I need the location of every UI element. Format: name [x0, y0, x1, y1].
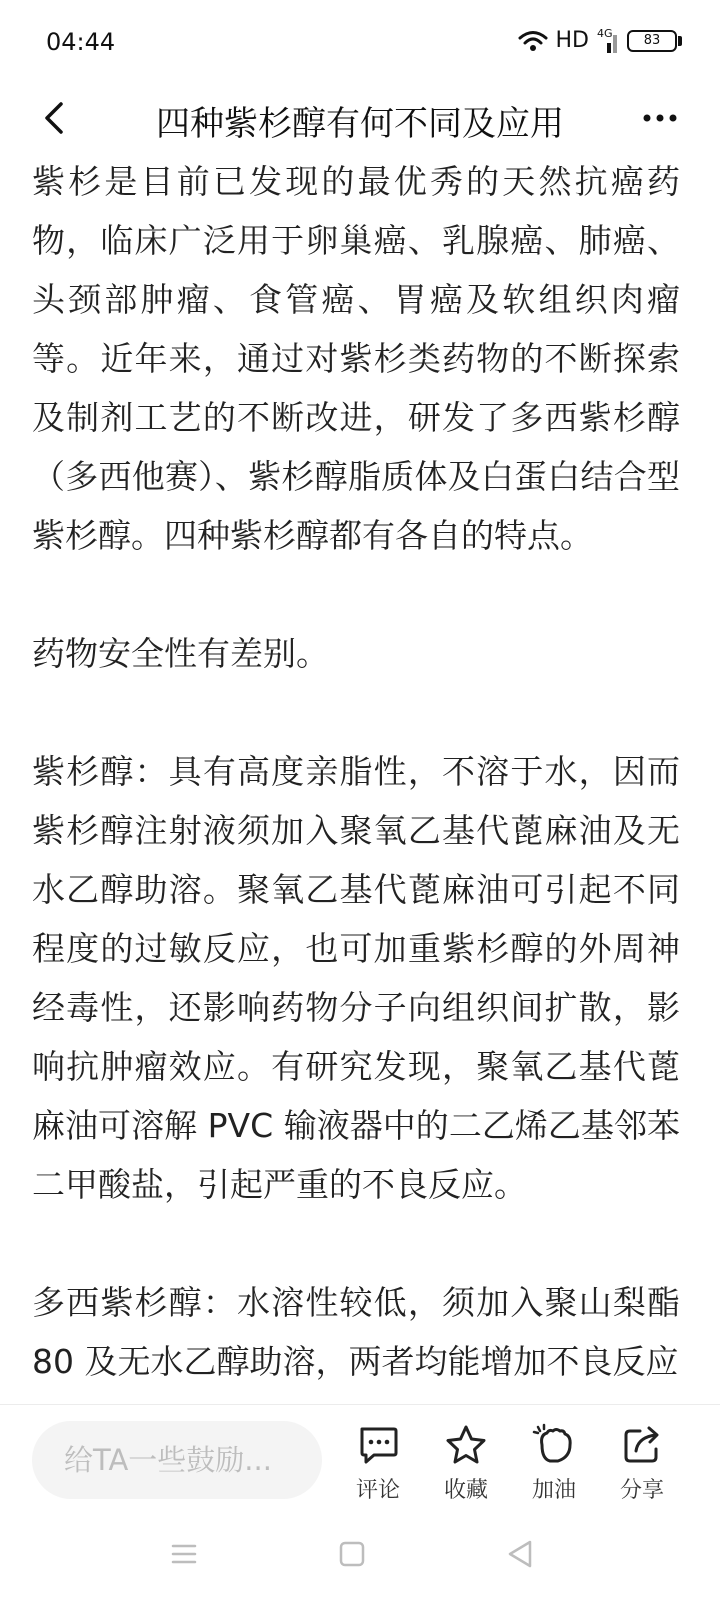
- favorite-label: 收藏: [443, 1478, 488, 1503]
- battery-level: 83: [627, 30, 677, 52]
- share-label: 分享: [619, 1478, 664, 1503]
- status-icons: [518, 28, 682, 53]
- article-paragraph: 药物安全性有差别。: [32, 634, 329, 673]
- network-label: HD: [555, 28, 589, 53]
- share-button[interactable]: [602, 1423, 682, 1504]
- back-nav-button[interactable]: [496, 1530, 544, 1578]
- system-nav-bar: [0, 1508, 720, 1600]
- bottom-action-bar: [0, 1404, 720, 1509]
- chevron-left-icon: [39, 101, 69, 135]
- comment-label: 评论: [355, 1478, 400, 1503]
- battery-icon: [627, 30, 682, 52]
- comment-icon: [356, 1423, 400, 1467]
- signal-icon: [597, 26, 619, 53]
- favorite-button[interactable]: [426, 1423, 506, 1504]
- comment-button[interactable]: [338, 1423, 418, 1504]
- page-title: 四种紫杉醇有何不同及应用: [156, 104, 564, 144]
- status-bar: [0, 0, 720, 88]
- article-paragraph: 紫杉醇：具有高度亲脂性，不溶于水，因而紫杉醇注射液须加入聚氧乙基代蓖麻油及无水乙醇助溶。聚氧乙基代蓖麻油可引起不同程度的过敏反应，也可加重紫杉醇的外周神经毒性，还影响药物分子向组织间扩散，影响抗肿瘤效应。有研究发现，聚氧乙基代蓖麻油可溶解 PVC 输液器中的二乙烯乙基邻苯二甲酸盐，引起严重的不良反应。: [32, 752, 680, 1204]
- back-triangle-icon: [506, 1539, 534, 1569]
- article-paragraph: 多西紫杉醇：水溶性较低，须加入聚山梨酯 80 及无水乙醇助溶，两者均能增加不良反应: [32, 1283, 680, 1381]
- menu-button[interactable]: [160, 1530, 208, 1578]
- status-time: 04:44: [46, 28, 116, 56]
- back-button[interactable]: [28, 92, 80, 144]
- home-icon: [338, 1540, 366, 1568]
- cheer-icon: [532, 1423, 576, 1467]
- share-icon: [620, 1423, 664, 1467]
- network-type: 4G: [597, 26, 613, 40]
- star-icon: [444, 1423, 488, 1467]
- more-button[interactable]: [634, 92, 686, 144]
- article-paragraph: 紫杉是目前已发现的最优秀的天然抗癌药物，临床广泛用于卵巢癌、乳腺癌、肺癌、头颈部肿瘤、食管癌、胃癌及软组织肉瘤等。近年来，通过对紫杉类药物的不断探索及制剂工艺的不断改进，研发了多西紫杉醇（多西他赛）、紫杉醇脂质体及白蛋白结合型紫杉醇。四种紫杉醇都有各自的特点。: [32, 162, 680, 555]
- menu-icon: [170, 1542, 198, 1566]
- wifi-icon: [518, 30, 548, 52]
- article-content[interactable]: [32, 152, 680, 1404]
- cheer-button[interactable]: [514, 1423, 594, 1504]
- home-button[interactable]: [328, 1530, 376, 1578]
- comment-input[interactable]: [32, 1421, 322, 1499]
- more-icon: [643, 114, 677, 122]
- cheer-label: 加油: [531, 1478, 576, 1503]
- header: [0, 88, 720, 152]
